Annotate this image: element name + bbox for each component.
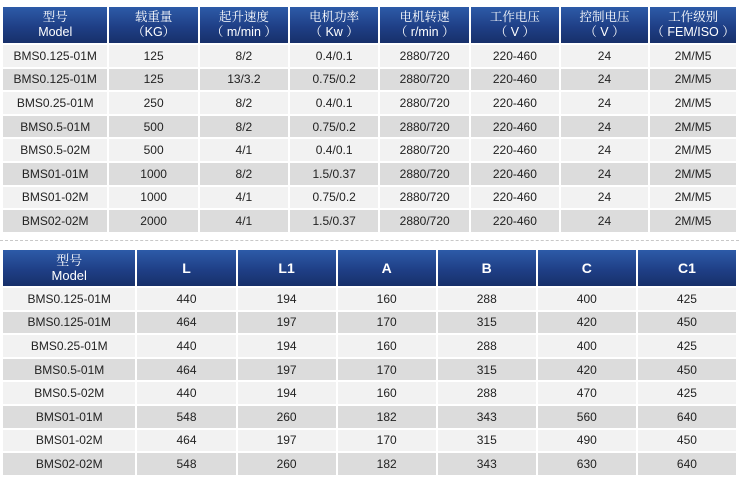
cell-model: BMS01-02M — [3, 430, 135, 452]
cell-motor-power: 0.4/0.1 — [290, 92, 378, 114]
cell-model: BMS01-02M — [3, 187, 107, 209]
cell-dim-l1: 194 — [238, 335, 336, 357]
header-dim-c1: C1 — [638, 250, 736, 286]
header-motor-speed: 电机转速 （ r/min ） — [380, 7, 469, 43]
cell-dim-l1: 260 — [238, 453, 336, 475]
cell-motor-speed: 2880/720 — [380, 92, 469, 114]
header-load: 载重量 （KG） — [109, 7, 197, 43]
cell-model: BMS0.125-01M — [3, 288, 135, 310]
cell-dim-c1: 640 — [638, 453, 736, 475]
cell-lift-speed: 8/2 — [200, 45, 288, 67]
cell-control-voltage: 24 — [561, 69, 648, 91]
cell-control-voltage: 24 — [561, 210, 648, 232]
cell-lift-speed: 13/3.2 — [200, 69, 288, 91]
cell-lift-speed: 4/1 — [200, 187, 288, 209]
cell-duty-class: 2M/M5 — [650, 187, 736, 209]
cell-dim-c: 420 — [538, 359, 636, 381]
table-row — [3, 92, 736, 114]
cell-dim-l: 548 — [137, 453, 235, 475]
cell-motor-power: 0.75/0.2 — [290, 187, 378, 209]
cell-motor-speed: 2880/720 — [380, 139, 469, 161]
cell-dim-l: 440 — [137, 335, 235, 357]
cell-load: 1000 — [109, 187, 197, 209]
cell-duty-class: 2M/M5 — [650, 139, 736, 161]
header-lift-speed: 起升速度 （ m/min ） — [200, 7, 288, 43]
cell-model: BMS0.5-02M — [3, 139, 107, 161]
header-model: 型号 Model — [3, 7, 107, 43]
cell-dim-l: 464 — [137, 359, 235, 381]
cell-load: 125 — [109, 45, 197, 67]
cell-dim-c: 400 — [538, 288, 636, 310]
cell-dim-l1: 260 — [238, 406, 336, 428]
cell-lift-speed: 8/2 — [200, 92, 288, 114]
section-divider — [0, 240, 739, 241]
cell-dim-b: 315 — [438, 430, 536, 452]
cell-dim-l1: 197 — [238, 359, 336, 381]
table-row — [3, 312, 736, 334]
header-dim-c: C — [538, 250, 636, 286]
cell-load: 125 — [109, 69, 197, 91]
cell-working-voltage: 220-460 — [471, 116, 559, 138]
cell-load: 500 — [109, 139, 197, 161]
cell-dim-b: 315 — [438, 312, 536, 334]
cell-lift-speed: 4/1 — [200, 210, 288, 232]
cell-dim-c1: 640 — [638, 406, 736, 428]
cell-dim-b: 288 — [438, 288, 536, 310]
cell-working-voltage: 220-460 — [471, 163, 559, 185]
cell-model: BMS0.25-01M — [3, 92, 107, 114]
cell-model: BMS0.5-01M — [3, 116, 107, 138]
cell-dim-l1: 194 — [238, 382, 336, 404]
cell-model: BMS0.25-01M — [3, 335, 135, 357]
cell-duty-class: 2M/M5 — [650, 92, 736, 114]
cell-dim-b: 315 — [438, 359, 536, 381]
cell-model: BMS0.125-01M — [3, 45, 107, 67]
cell-motor-speed: 2880/720 — [380, 187, 469, 209]
cell-motor-power: 0.4/0.1 — [290, 139, 378, 161]
cell-dim-a: 170 — [338, 312, 436, 334]
cell-motor-speed: 2880/720 — [380, 116, 469, 138]
cell-lift-speed: 8/2 — [200, 116, 288, 138]
cell-working-voltage: 220-460 — [471, 139, 559, 161]
cell-dim-c1: 425 — [638, 382, 736, 404]
cell-dim-a: 182 — [338, 453, 436, 475]
cell-dim-a: 160 — [338, 382, 436, 404]
cell-motor-speed: 2880/720 — [380, 45, 469, 67]
cell-control-voltage: 24 — [561, 45, 648, 67]
specs-table — [1, 5, 738, 234]
cell-dim-b: 288 — [438, 335, 536, 357]
cell-dim-c: 470 — [538, 382, 636, 404]
cell-working-voltage: 220-460 — [471, 210, 559, 232]
cell-dim-c: 490 — [538, 430, 636, 452]
cell-dim-l: 440 — [137, 382, 235, 404]
table-row — [3, 139, 736, 161]
cell-duty-class: 2M/M5 — [650, 210, 736, 232]
cell-load: 2000 — [109, 210, 197, 232]
cell-dim-c1: 450 — [638, 359, 736, 381]
cell-load: 1000 — [109, 163, 197, 185]
cell-duty-class: 2M/M5 — [650, 69, 736, 91]
cell-dim-l1: 197 — [238, 430, 336, 452]
cell-model: BMS02-02M — [3, 453, 135, 475]
cell-dim-a: 170 — [338, 430, 436, 452]
cell-dim-c: 560 — [538, 406, 636, 428]
cell-motor-speed: 2880/720 — [380, 163, 469, 185]
cell-dim-b: 343 — [438, 453, 536, 475]
header-dim-l: L — [137, 250, 235, 286]
cell-dim-c: 400 — [538, 335, 636, 357]
cell-dim-b: 288 — [438, 382, 536, 404]
cell-model: BMS0.125-01M — [3, 312, 135, 334]
cell-model: BMS0.5-01M — [3, 359, 135, 381]
cell-dim-l1: 194 — [238, 288, 336, 310]
cell-lift-speed: 8/2 — [200, 163, 288, 185]
table-row — [3, 359, 736, 381]
cell-dim-c1: 425 — [638, 335, 736, 357]
cell-dim-l: 464 — [137, 430, 235, 452]
cell-dim-c1: 425 — [638, 288, 736, 310]
cell-dim-a: 182 — [338, 406, 436, 428]
cell-dim-c1: 450 — [638, 430, 736, 452]
cell-dim-l: 464 — [137, 312, 235, 334]
cell-working-voltage: 220-460 — [471, 45, 559, 67]
cell-control-voltage: 24 — [561, 116, 648, 138]
cell-motor-speed: 2880/720 — [380, 69, 469, 91]
header-duty-class: 工作级别 （ FEM/ISO ） — [650, 7, 736, 43]
table-row — [3, 430, 736, 452]
cell-motor-speed: 2880/720 — [380, 210, 469, 232]
table-row — [3, 69, 736, 91]
cell-load: 500 — [109, 116, 197, 138]
cell-control-voltage: 24 — [561, 139, 648, 161]
cell-dim-a: 170 — [338, 359, 436, 381]
cell-model: BMS01-01M — [3, 163, 107, 185]
cell-motor-power: 0.4/0.1 — [290, 45, 378, 67]
cell-duty-class: 2M/M5 — [650, 45, 736, 67]
cell-dim-l: 548 — [137, 406, 235, 428]
table-row — [3, 45, 736, 67]
cell-motor-power: 1.5/0.37 — [290, 163, 378, 185]
table-row — [3, 406, 736, 428]
table-row — [3, 453, 736, 475]
table-row — [3, 382, 736, 404]
cell-model: BMS0.125-01M — [3, 69, 107, 91]
header-working-voltage: 工作电压 （ V ） — [471, 7, 559, 43]
dimensions-table — [1, 248, 738, 477]
cell-duty-class: 2M/M5 — [650, 116, 736, 138]
cell-control-voltage: 24 — [561, 163, 648, 185]
cell-dim-a: 160 — [338, 288, 436, 310]
cell-dim-b: 343 — [438, 406, 536, 428]
cell-load: 250 — [109, 92, 197, 114]
cell-control-voltage: 24 — [561, 187, 648, 209]
dimensions-header-row — [3, 250, 736, 286]
header-control-voltage: 控制电压 （ V ） — [561, 7, 648, 43]
specs-header-row — [3, 7, 736, 43]
cell-dim-c: 420 — [538, 312, 636, 334]
table-row — [3, 116, 736, 138]
header-dim-b: B — [438, 250, 536, 286]
cell-lift-speed: 4/1 — [200, 139, 288, 161]
table-row — [3, 187, 736, 209]
cell-working-voltage: 220-460 — [471, 92, 559, 114]
cell-model: BMS01-01M — [3, 406, 135, 428]
cell-dim-l1: 197 — [238, 312, 336, 334]
cell-dim-c: 630 — [538, 453, 636, 475]
cell-motor-power: 1.5/0.37 — [290, 210, 378, 232]
header-motor-power: 电机功率 （ Kw ） — [290, 7, 378, 43]
cell-working-voltage: 220-460 — [471, 187, 559, 209]
table-row — [3, 210, 736, 232]
cell-motor-power: 0.75/0.2 — [290, 69, 378, 91]
header-dim-l1: L1 — [238, 250, 336, 286]
cell-model: BMS0.5-02M — [3, 382, 135, 404]
cell-model: BMS02-02M — [3, 210, 107, 232]
cell-dim-a: 160 — [338, 335, 436, 357]
header-model: 型号 Model — [3, 250, 135, 286]
cell-motor-power: 0.75/0.2 — [290, 116, 378, 138]
table-row — [3, 335, 736, 357]
table-row — [3, 163, 736, 185]
cell-control-voltage: 24 — [561, 92, 648, 114]
cell-duty-class: 2M/M5 — [650, 163, 736, 185]
header-dim-a: A — [338, 250, 436, 286]
cell-dim-c1: 450 — [638, 312, 736, 334]
cell-dim-l: 440 — [137, 288, 235, 310]
cell-working-voltage: 220-460 — [471, 69, 559, 91]
table-row — [3, 288, 736, 310]
